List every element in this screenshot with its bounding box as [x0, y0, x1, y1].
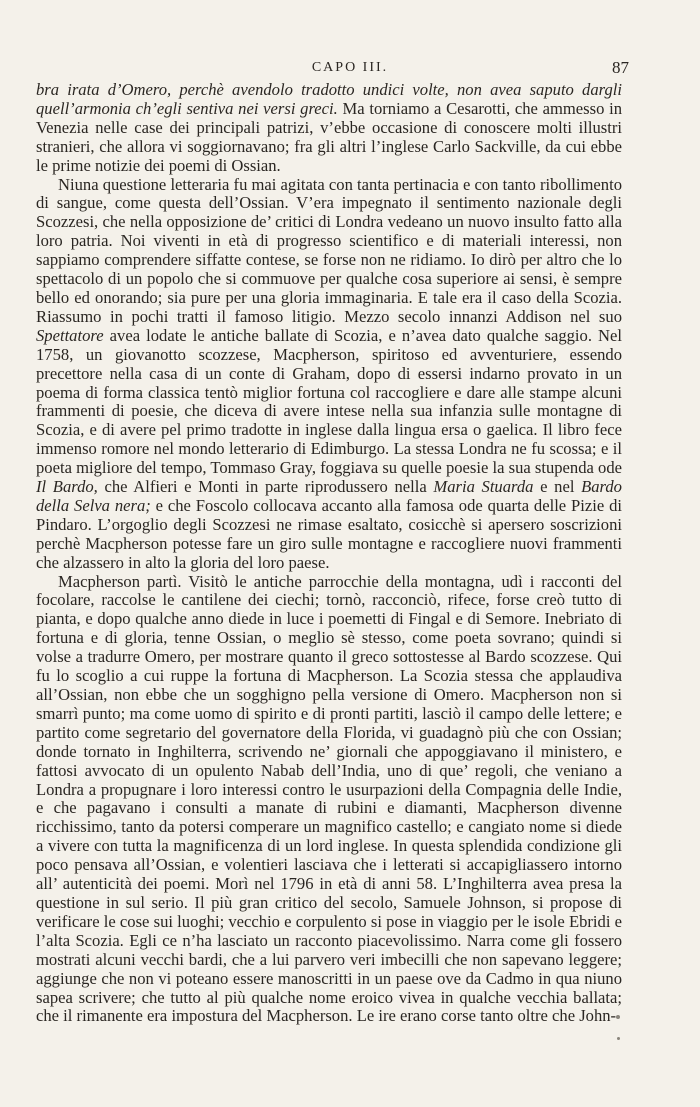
body-text	[36, 81, 622, 1026]
italic-text: Spettatore	[36, 325, 104, 345]
italic-text: Maria Stuarda	[433, 477, 534, 497]
chapter-title: CAPO III.	[311, 60, 389, 75]
text-segment: e nel	[533, 477, 582, 497]
paper-speck	[616, 1015, 620, 1019]
paper-speck	[617, 1037, 620, 1040]
paragraph	[36, 176, 622, 573]
paragraph	[36, 573, 622, 1027]
text-segment: Ma torniamo a Cesarotti, che ammesso in Venezia nelle case dei principali patrizi, v’ebbe occasione di conoscere molti illustri stranieri, che allora vi soggiornavano; fra gli altri l’inglese Carlo Sackville, da cui ebbe le prime notizie dei poemi di Ossian.	[36, 98, 622, 175]
page-number: 87	[612, 58, 629, 77]
text-segment: e che Foscolo collocava accanto alla famosa ode quarta delle Pizie di Pindaro. L’orgoglio degli Scozzesi ne rimase esaltato, cosicchè si apersero soscrizioni perchè Macpherson potesse fare un giro sulle montagne e raccogliere nuovi frammenti che alzassero in alto la gloria del loro paese.	[36, 495, 622, 572]
text-segment: avea lodate le antiche ballate di Scozia, e n’avea dato qualche saggio. Nel 1758, un giovanotto scozzese, Macpherson, spiritoso ed avventuriere, essendo precettore nella casa di un conte di Graham, dopo di essersi indarno provato in un poema di forma classica tentò miglior fortuna col raccogliere e dare alle stampe alcuni frammenti di poesie, che diceva di avere intese nella sua infanzia sulle montagne di Scozia, e di avere pel primo tradotte in inglese dalla lingua ersa o gaelica. Il libro fece immenso romore nel mondo letterario di Edimburgo. La stessa Londra ne fu scossa; e il poeta migliore del tempo, Tommaso Gray, foggiava su quelle poesie la sua stupenda ode	[36, 325, 622, 478]
italic-text: bra irata d’Omero, perchè avendolo tradotto undici volte, non avea saputo dargli quell’armonia ch’egli sentiva nei versi greci.	[36, 80, 622, 118]
text-segment: che Alfieri e Monti in parte riprodussero nella	[97, 477, 434, 497]
italic-text: Il Bardo,	[36, 477, 98, 497]
text-segment: Niuna questione letteraria fu mai agitata con tanta pertinacia e con tanto ribollimento di sangue, come questa dell’Ossian. V’era impegnato il sentimento nazionale degli Scozzesi, che nella opposizione de’ critici di Londra vedeano un nuovo insulto fatto alla loro patria. Noi viventi in età di progresso scientifico e di materiali interessi, non sappiamo comprendere siffatte contese, se forse non ne ridiamo. Io dirò per altro che lo spettacolo di un popolo che si commuove per qualche cosa superiore ai sensi, è sempre bello ed onorando; sia pure per una gloria immaginaria. E tale era il caso della Scozia. Riassumo in pochi tratti il famoso litigio. Mezzo secolo innanzi Addison nel suo	[36, 174, 622, 326]
paragraph	[36, 81, 622, 176]
text-segment: Macpherson partì. Visitò le antiche parrocchie della montagna, udì i racconti del focolare, raccolse le cantilene dei ciechi; tornò, racconciò, rifece, forse creò tutto di pianta, e dopo qualche anno diede in luce i poemetti di Fingal e di Semore. Inebriato di fortuna e di gloria, tenne Ossian, o meglio sè stesso, come poeta sovrano; quindi si volse a tradurre Omero, per mostrare quanto il greco sottostesse al Bardo scozzese. Qui fu lo scoglio a cui ruppe la fortuna di Macpherson. La Scozia stessa che applaudiva all’Ossian, non ebbe che un sogghigno pella versione di Omero. Macpherson non si smarrì punto; ma come uomo di spirito e di pronti partiti, lasciò il campo delle lettere; e partito come segretario del governatore della Florida, vi guadagnò più che con Ossian; donde tornato in Inghilterra, scrivendo ne’ giornali che appoggiavano il ministero, e fattosi avvocato di un opulento Nabab dell’India, uno di que’ regoli, che veniano a Londra a propugnare i loro interessi contro le usurpazioni della Compagnia delle Indie, e che pagavano i consulti a manate di rubini e diamanti, Macpherson divenne ricchissimo, tanto da potersi comperare un magnifico castello; e cangiato nome si diede a vivere con tutta la magnificenza di un lord inglese. In questa splendida condizione gli poco pensava all’Ossian, e volentieri lasciava che i letterati si accapigliassero intorno all’ autenticità dei poemi. Morì nel 1796 in età di anni 58. L’Inghilterra avea presa la questione in sul serio. Il più gran critico del secolo, Samuele Johnson, si propose di verificare le cose sui luoghi; vecchio e corpulento si pose in viaggio per le isole Ebridi e l’alta Scozia. Egli ce n’ha lasciato un racconto piacevolissimo. Narra come gli fossero mostrati alcuni vecchi bardi, che a lui parvero veri imbecilli che non sapevano leggere; aggiunge che non vi poteano essere manoscritti in un paese ove da Cadmo in qua niuno sapea scrivere; che tutto al più qualche nome eroico vivea in qualche vecchia ballata; che il rimanente era impostura del Macpherson. Le ire erano corse tanto oltre che John-	[36, 571, 622, 1026]
running-header	[0, 58, 700, 82]
italic-text: Bardo della Selva nera;	[36, 477, 622, 515]
